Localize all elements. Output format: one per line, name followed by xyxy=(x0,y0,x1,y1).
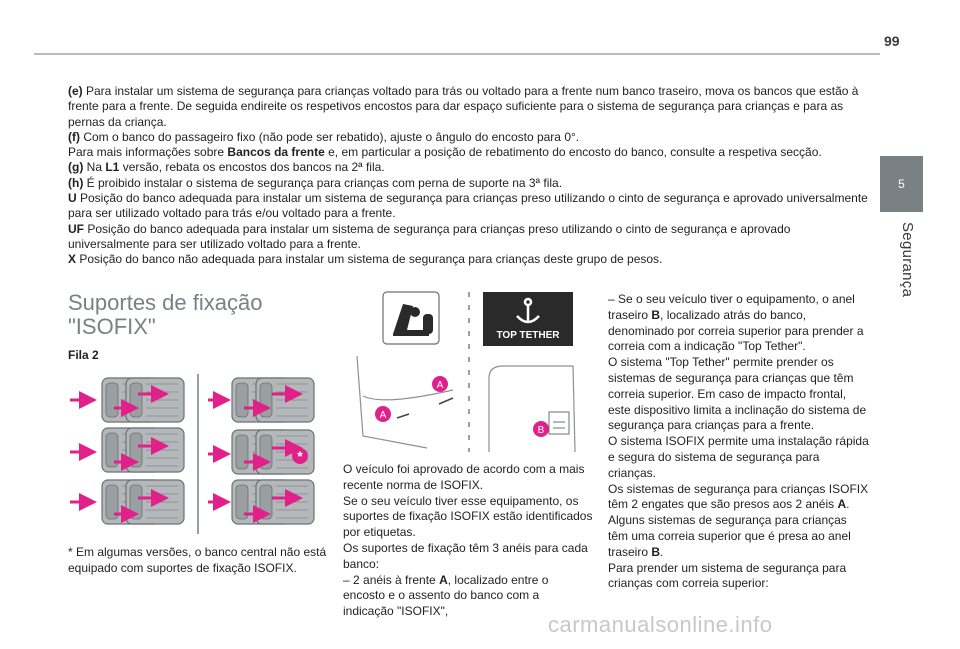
para-e: (e) Para instalar um sistema de segurança para crianças voltado para trás ou voltado para a frente num banco traseiro, mova os bancos que estão à frente para a frente. De seguida endireite os respetivos encostos para dar espaço suficiente para o sistema de segurança para crianças e para as pernas da criança. xyxy=(68,84,859,129)
header-rule xyxy=(34,53,880,55)
row-subtitle: Fila 2 xyxy=(68,348,99,362)
seat-layout-diagram xyxy=(68,368,330,540)
footnote: * Em algumas versões, o banco central não está equipado com suportes de fixação ISOFIX. xyxy=(68,545,327,575)
col3-p5: Alguns sistemas de segurança para crianças têm uma correia superior que é presa ao anel traseiro B. xyxy=(608,513,851,559)
para-uf: UF Posição do banco adequada para instalar um sistema de segurança para crianças preso utilizando o cinto de segurança e aprovado universalmente para ser utilizado voltado para a frente. xyxy=(68,221,791,251)
col2-p1: O veículo foi aprovado de acordo com a mais recente norma de ISOFIX. xyxy=(343,462,585,492)
para-g: (g) Na L1 versão, rebata os encostos dos bancos na 2ª fila. xyxy=(68,160,385,175)
intro-text xyxy=(68,84,868,268)
col2-p2: Se o seu veículo tiver esse equipamento, os suportes de fixação ISOFIX estão identificados por etiquetas. xyxy=(343,493,593,540)
col2-p3: Os suportes de fixação têm 3 anéis para cada banco: xyxy=(343,540,588,571)
col3-p2: O sistema "Top Tether" permite prender os sistemas de segurança para crianças que têm correia superior. Em caso de impacto frontal, este dispositivo limita a inclinação do sistema de segurança para crianças para a frente. xyxy=(608,355,867,433)
label-a-top: A xyxy=(436,380,444,391)
para-f: (f) Com o banco do passageiro fixo (não pode ser rebatido), ajuste o ângulo do encosto para 0°. xyxy=(68,129,580,144)
chapter-title: Segurança xyxy=(899,222,916,298)
section-title: Suportes de fixação "ISOFIX" xyxy=(68,290,263,339)
para-x: X Posição do banco não adequada para instalar um sistema de segurança para crianças deste grupo de pesos. xyxy=(68,252,663,267)
star-mark: * xyxy=(297,448,303,464)
chapter-number: 5 xyxy=(898,177,905,191)
column-2 xyxy=(343,462,593,620)
para-u: U Posição do banco adequada para instalar um sistema de segurança para crianças preso utilizando o cinto de segurança e aprovado universalmente para ser utilizado voltado para trás e/ou voltado para a frente. xyxy=(68,191,868,221)
col2-p4: – 2 anéis à frente A, localizado entre o encosto e o assento do banco com a indicação "ISOFIX", xyxy=(343,572,549,619)
para-h: (h) É proibido instalar o sistema de segurança para crianças com perna de suporte na 3ª fila. xyxy=(68,175,563,190)
isofix-figure xyxy=(343,286,583,456)
col3-p1: – Se o seu veículo tiver o equipamento, o anel traseiro B, localizado atrás do banco, denominado por correia superior para prender a correia com a indicação "Top Tether". xyxy=(608,292,864,354)
col3-p6: Para prender um sistema de segurança para crianças com correia superior: xyxy=(608,560,847,591)
watermark: carmanualsonline.info xyxy=(548,612,773,637)
label-a-bottom: A xyxy=(379,410,387,421)
para-more-info: Para mais informações sobre Bancos da frente e, em particular a posição de rebatimento do encosto do banco, consulte a respetiva secção. xyxy=(68,145,822,160)
col3-p3: O sistema ISOFIX permite uma instalação rápida e segura do sistema de segurança para crianças. xyxy=(608,434,869,480)
col3-p4: Os sistemas de segurança para crianças ISOFIX têm 2 engates que são presos aos 2 anéis A. xyxy=(608,481,869,512)
column-3 xyxy=(608,292,870,592)
label-b: B xyxy=(537,425,545,436)
chapter-tab[interactable] xyxy=(880,156,923,212)
top-tether-label: TOP TETHER xyxy=(496,330,560,341)
page-number: 99 xyxy=(884,33,900,49)
